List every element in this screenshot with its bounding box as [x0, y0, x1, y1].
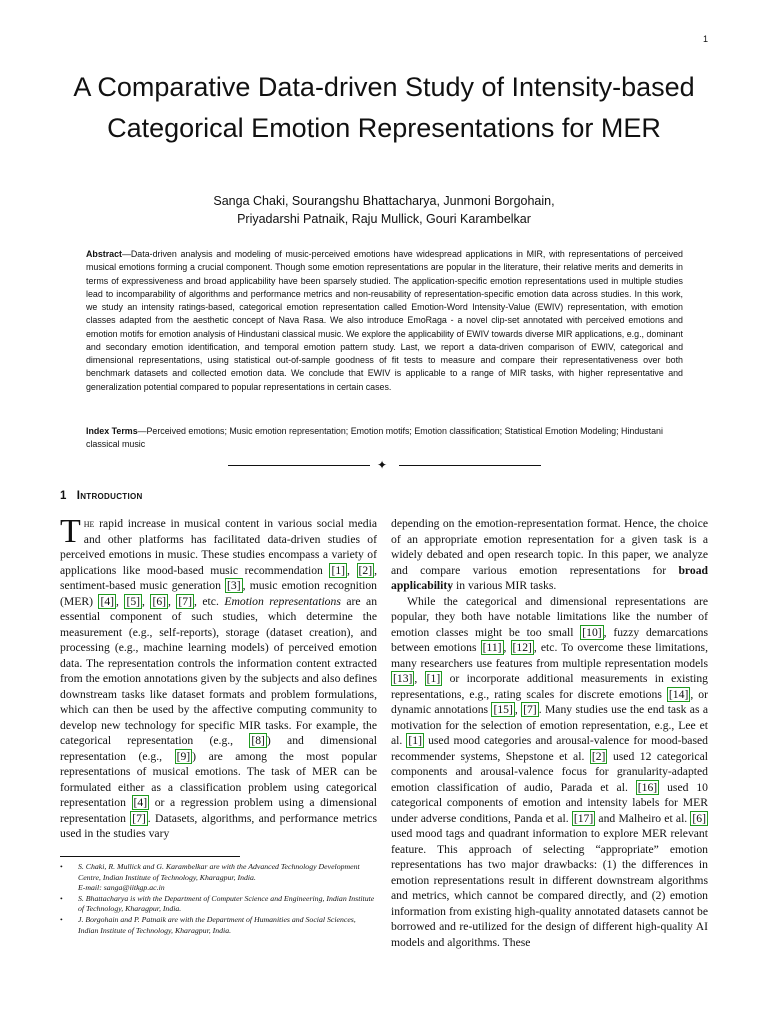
intro-paragraph-2: While the categorical and dimensional representations are popular, they both have notable limitations like the number of emotion classes might be too small [10] , fuzzy demarcations between emotions [11] , [12] , etc. To overcome these limitations, many researchers use features from multiple representation models [13] , [1] or incorporate additional measurements in existing representations, e.g., rating scales for discrete emotions [14] , or dynamic annotations [15] , [7] . Many studies use the end task as a motivation for the selection of emotion representation, e.g., Lee et al. [1] used mood categories and arousal-valence for mood-based recommender systems, Shepstone et al. [2] used 12 categorical components and arousal-valence focus for granularity-adapted emotion classification of audio, Parada et al. [16] used 10 categorical components of emotion and intensity labels for MER under adverse conditions, Panda et al. [17] and Malheiro et al. [6] used mood tags and quadrant information to explore MER relevant feature. This approach of selecting “appropriate” emotion representations has two major drawbacks: (1) the differences in emotion representations result in different downstream algorithms and metrics, which cannot be compared directly, and (2) emotion information from existing high-quality annotated datasets cannot be borrowed and re-utilized for the design of different high-quality AI models and algorithms. These: [391, 594, 709, 949]
citation-link[interactable]: [1]: [408, 734, 422, 747]
citation-link[interactable]: [9]: [176, 749, 191, 763]
citation-link[interactable]: [10]: [582, 625, 602, 639]
author-list: [60, 192, 708, 228]
affiliation-footnotes: [60, 862, 377, 936]
separator-rule-right: [399, 465, 541, 466]
abstract-label: Abstract: [86, 249, 123, 259]
section-number: 1: [60, 490, 67, 502]
body-column-left: [60, 513, 378, 842]
citation-link[interactable]: [7]: [132, 811, 146, 825]
citation-link[interactable]: [4]: [133, 796, 148, 809]
page-number: 1: [702, 34, 708, 44]
citation-link[interactable]: [11]: [482, 641, 502, 654]
citation-link[interactable]: [2]: [591, 749, 606, 763]
citation-link[interactable]: [3]: [227, 579, 241, 592]
section-heading: [60, 490, 143, 502]
footnote-item: • S. Bhattacharya is with the Department of Computer Science and Engineering, Indian Institute of Technology, Kharagpur, India.: [60, 894, 377, 915]
citation-link[interactable]: [7]: [523, 703, 537, 716]
citation-link[interactable]: [1]: [331, 563, 346, 577]
footnote-item: • S. Chaki, R. Mullick and G. Karambelkar are with the Advanced Technology Development Centre, Indian Institute of Technology, Kharagpur, India. E-mail: sanga@iitkgp.ac.in: [60, 862, 377, 894]
separator-star-icon: ✦: [377, 458, 388, 472]
citation-link[interactable]: [13]: [393, 672, 413, 685]
citation-link[interactable]: [2]: [358, 563, 373, 577]
section-separator: [228, 459, 541, 473]
index-terms-label: Index Terms: [86, 426, 138, 436]
citation-link[interactable]: [15]: [493, 703, 513, 716]
footnote-rule: [60, 856, 240, 857]
intro-paragraph-1-cont: depending on the emotion-representation format. Hence, the choice of an appropriate emotion representation for a given task is a widely debated and open research topic. In this paper, we analyze and compare various emotion representations for broad applicability in various MIR tasks.: [391, 517, 708, 592]
abstract: [86, 248, 683, 394]
citation-link[interactable]: [6]: [692, 811, 706, 825]
citation-link[interactable]: [16]: [637, 780, 658, 794]
citation-link[interactable]: [8]: [251, 734, 265, 747]
body-column-right: [391, 516, 708, 950]
footnote-item: • J. Borgohain and P. Patnaik are with the Department of Humanities and Social Sciences, Indian Institute of Technology, Kharagpur, India.: [60, 915, 377, 936]
index-terms-text: —Perceived emotions; Music emotion representation; Emotion motifs; Emotion classification; Statistical Emotion Modeling; Hindustani classical music: [86, 426, 663, 450]
separator-rule-left: [228, 465, 370, 466]
citation-link[interactable]: [4]: [100, 594, 115, 608]
citation-link[interactable]: [12]: [512, 641, 532, 654]
authors-line-2: Priyadarshi Patnaik, Raju Mullick, Gouri Karambelkar: [237, 212, 531, 226]
drop-cap: T: [60, 513, 81, 550]
authors-line-1: Sanga Chaki, Sourangshu Bhattacharya, Junmoni Borgohain,: [213, 194, 555, 208]
intro-paragraph-1: The rapid increase in musical content in various social media and other platforms has facilitated data-driven studies of perceived emotions in music. These studies encompass a variety of applications like mood-based music recommendation [1] , [2] , sentiment-based music generation [3] , music emotion recognition (MER) [4] , [5] , [6] , [7] , etc. Emotion representations are an essential component of such studies, which determine the measurement (e.g., self-reports), storage (dataset creation), and processing (e.g., machine learning models) of perceived emotion data. The representation controls the information content extracted from the emotion annotations given by the subjects and also defines downstream tasks like dataset formats and problem formulations, which can then be used by the affective computing community to develop new technology for specific MIR tasks. For example, the categorical representation (e.g., [8] ) and dimensional representation (e.g., [9] ) are among the most popular representations of musical emotions. The task of MER can be formulated either as a classification problem using categorical representation [4] or a regression problem using a dimensional representation [7] . Datasets, algorithms, and performance metrics used in the studies vary: [60, 513, 378, 840]
abstract-text: —Data-driven analysis and modeling of music-perceived emotions have widespread applications in MIR, with representations of perceived musical emotions forming a crucial component. Though some emotion representations are popular in the literature, their relative merits and demerits in terms of expressiveness and broad applicability have been sparsely studied. The application-specific emotion representations used in multiple studies lead to incomparability of algorithms and performance metrics and non-reusability of representation-specific emotion data across studies. In this work, we study an intensity ratings-based, categorical emotion representation called Emotion-Word Intensity-Value (EWIV) representation, with emotion classes adapted from the aesthetic concept of Nava Rasa. We also introduce EmoRaga - a novel clip-set annotated with perceived emotions and emotion motifs for emotion analysis of Hindustani classical music. We explore the applicability of EWIV towards diverse MIR applications, e.g., dominant and secondary emotion identification, and temporal emotion pattern study. Last, we report a data-driven comparison of EWIV, categorical and dimensional representations, using statistical out-of-sample goodness of fit tests to measure and compare their representativeness over both benchmark datasets and collected emotion data. We conclude that EWIV is applicable to a range of MIR tasks, with higher representative and generalization potential compared to popular representations in certain cases.: [86, 249, 683, 392]
citation-link[interactable]: [7]: [178, 594, 192, 608]
citation-link[interactable]: [1]: [426, 672, 441, 685]
citation-link[interactable]: [5]: [126, 594, 141, 608]
paper-title: A Comparative Data-driven Study of Intensity-based Categorical Emotion Representations for MER: [73, 72, 695, 143]
citation-link[interactable]: [17]: [573, 811, 594, 825]
citation-link[interactable]: [6]: [152, 594, 167, 608]
section-title: Introduction: [76, 490, 143, 502]
index-terms: [86, 425, 683, 452]
citation-link[interactable]: [14]: [668, 687, 689, 701]
author-email: E-mail: sanga@iitkgp.ac.in: [78, 883, 165, 893]
